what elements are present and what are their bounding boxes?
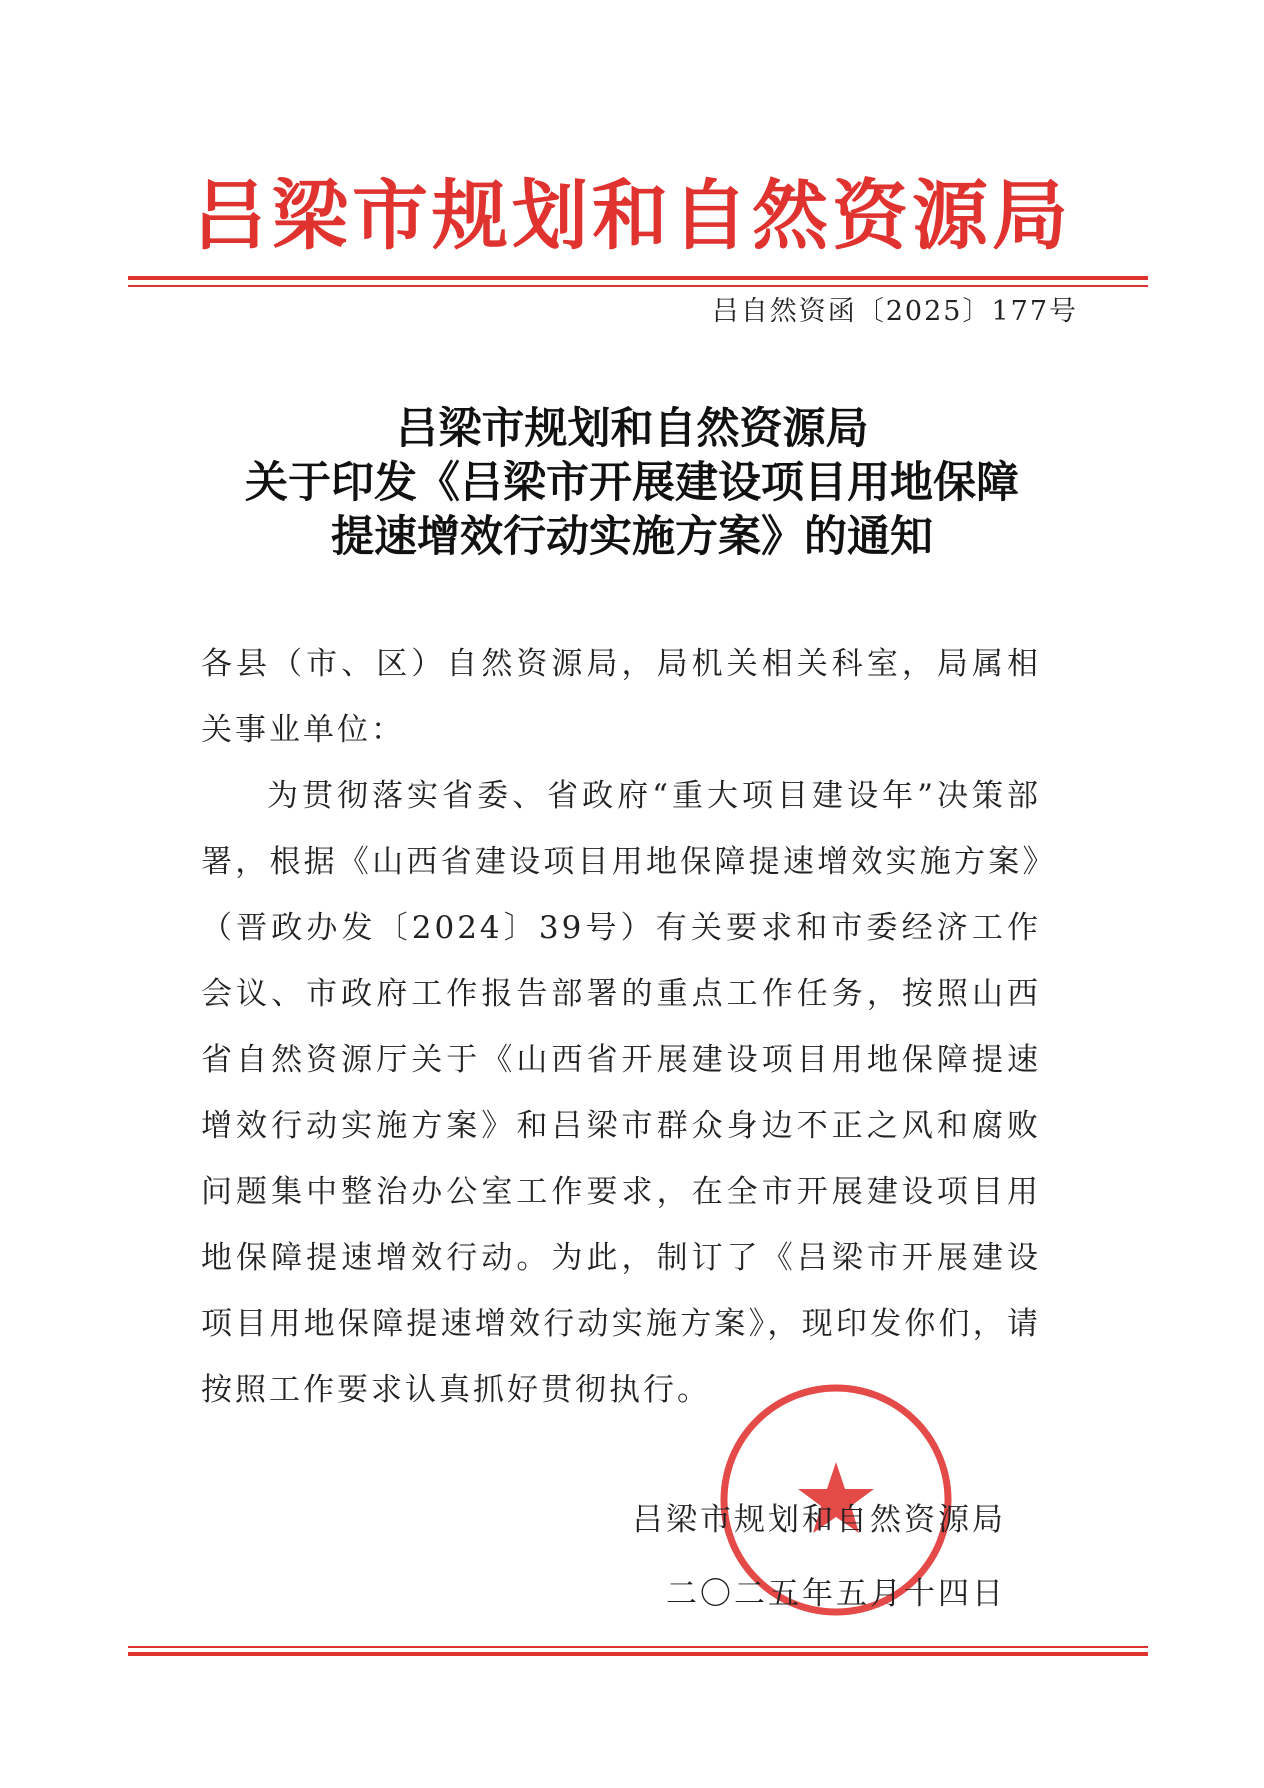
title-line-2: 关于印发《吕梁市开展建设项目用地保障 [245, 458, 1019, 508]
footer-rule-thin [128, 1646, 1148, 1648]
document-body [201, 631, 1041, 1423]
masthead-rule-thin [128, 285, 1148, 287]
title-line-1: 吕梁市规划和自然资源局 [395, 404, 869, 454]
masthead: 吕梁市规划和自然资源局 [192, 171, 1072, 260]
signature-organization: 吕梁市规划和自然资源局 [632, 1502, 1006, 1538]
body-paragraph: 为贯彻落实省委、省政府“重大项目建设年”决策部署，根据《山西省建设项目用地保障提速增效实施方案》（晋政办发〔2024〕39号）有关要求和市委经济工作会议、市政府工作报告部署的重点工作任务，按照山西省自然资源厅关于《山西省开展建设项目用地保障提速增效行动实施方案》和吕梁市群众身边不正之风和腐败问题集中整治办公室工作要求，在全市开展建设项目用地保障提速增效行动。为此，制订了《吕梁市开展建设项目用地保障提速增效行动实施方案》，现印发你们，请按照工作要求认真抓好贯彻执行。 [201, 778, 1041, 1408]
document-number: 吕自然资函〔2025〕177号 [711, 296, 1078, 327]
masthead-rule-thick [128, 276, 1148, 280]
footer-rule-thick [128, 1652, 1148, 1656]
document-title [0, 402, 1264, 564]
signature-date: 二〇二五年五月十四日 [666, 1576, 1006, 1612]
salutation: 各县（市、区）自然资源局，局机关相关科室，局属相关事业单位： [201, 646, 1041, 748]
title-line-3: 提速增效行动实施方案》的通知 [331, 512, 933, 562]
